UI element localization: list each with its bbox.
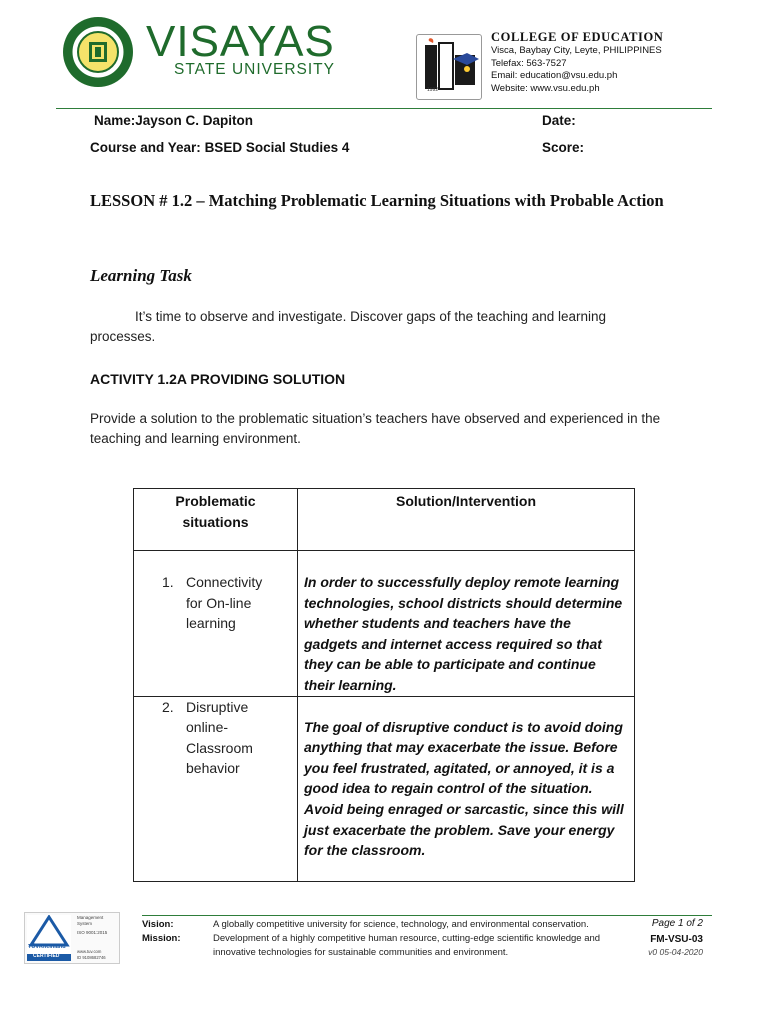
activity-title: ACTIVITY 1.2A PROVIDING SOLUTION <box>90 371 346 387</box>
vision-text: A globally competitive university for science, technology, and environmental conservation. <box>213 919 589 930</box>
brand-subtitle: STATE UNIVERSITY <box>174 61 335 78</box>
situation-number: 1. <box>162 574 174 590</box>
name-label: Name: <box>94 113 136 128</box>
header-problematic-situations: Problematic situations <box>134 489 298 551</box>
table-row <box>134 696 635 881</box>
header-solution-intervention: Solution/Intervention <box>298 489 635 551</box>
college-address: Visca, Baybay City, Leyte, PHILIPPINES <box>491 45 662 56</box>
mission-text: Development of a highly competitive human resource, cutting-edge scientific knowledge and innovative technologies for sustainable communities and environment. <box>213 933 601 958</box>
score-label: Score: <box>542 140 585 155</box>
vsu-seal-logo <box>62 16 134 88</box>
college-website: Website: www.vsu.edu.ph <box>491 82 600 94</box>
situation-cell <box>134 551 298 697</box>
name-row <box>94 113 253 128</box>
course-row <box>90 140 349 155</box>
situation-number: 2. <box>162 698 174 715</box>
lesson-title: LESSON # 1.2 – Matching Problematic Learning Situations with Probable Action <box>90 191 664 210</box>
tuv-id: ID 9108682746 <box>77 955 106 960</box>
activity-instructions: Provide a solution to the problematic situation’s teachers have observed and experienced in the teaching and learning environment. <box>90 411 661 446</box>
solution-cell <box>298 696 635 881</box>
table-header-row <box>134 489 635 551</box>
solution-cell <box>298 551 635 697</box>
tuv-certification-badge <box>24 912 120 964</box>
mission-label: Mission: <box>142 933 181 944</box>
logo-year: 1992 <box>427 87 439 93</box>
tuv-brand: TÜVRheinland <box>28 944 66 950</box>
brand-name: VISAYAS <box>146 17 335 66</box>
university-wordmark <box>146 17 335 78</box>
tuv-url: www.tuv.com <box>77 949 102 954</box>
college-telefax: Telefax: 563-7527 <box>491 57 567 69</box>
college-name: COLLEGE OF EDUCATION <box>491 30 664 44</box>
solution-text: The goal of disruptive conduct is to avoid doing anything that may exacerbate the issue. Before you feel frustrated, agitated, or annoyed, it is a good idea to regain control of the situation. Avoid being enraged or sarcastic, since this will just exacerbate the problem. Save your energy for the classroom. <box>304 718 624 859</box>
situation-text: Disruptive online- Classroom behavior <box>186 698 253 777</box>
header-divider <box>56 108 712 109</box>
course-label: Course and Year: <box>90 140 201 155</box>
situation-text: Connectivity for On-line learning <box>186 574 263 631</box>
tuv-iso: ISO 9001:2015 <box>77 930 108 935</box>
page-number: Page 1 of 2 <box>651 918 703 929</box>
date-label: Date: <box>542 113 576 128</box>
situation-cell <box>134 696 298 881</box>
intro-paragraph: It’s time to observe and investigate. Discover gaps of the teaching and learning processes. <box>90 309 607 344</box>
college-email: Email: education@vsu.edu.ph <box>491 70 618 82</box>
form-version: v0 05-04-2020 <box>648 947 703 957</box>
name-value: Jayson C. Dapiton <box>135 113 254 128</box>
college-logo <box>416 34 482 100</box>
college-contact-block <box>491 30 663 95</box>
vision-label: Vision: <box>142 919 174 930</box>
table-row <box>134 551 635 697</box>
footer-divider <box>142 915 712 916</box>
form-code: FM-VSU-03 <box>650 934 703 945</box>
tuv-management: Management System <box>77 915 104 926</box>
learning-task-heading: Learning Task <box>90 266 192 285</box>
course-value: BSED Social Studies 4 <box>204 140 350 155</box>
solutions-table <box>133 488 635 882</box>
solution-text: In order to successfully deploy remote learning technologies, school districts should determine whether students and teachers have the gadgets and internet access required so that they can be able to participate and continue their learning. <box>304 574 623 693</box>
tuv-certified: CERTIFIED <box>33 953 60 959</box>
